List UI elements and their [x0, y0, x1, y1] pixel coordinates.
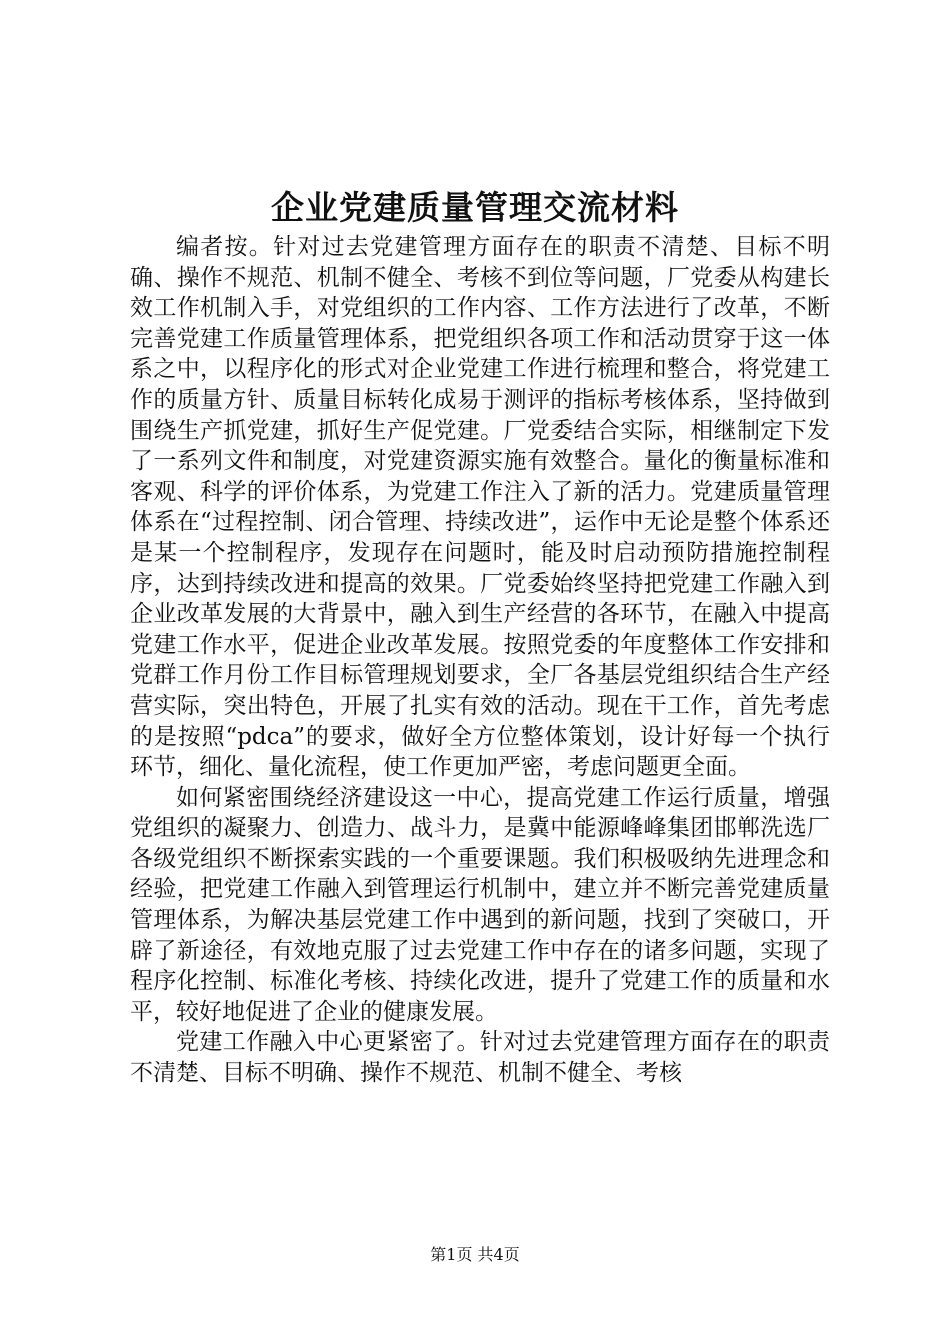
document-title: 企业党建质量管理交流材料 [271, 188, 679, 227]
page-number-footer: 第1页 共4页 [430, 1245, 520, 1264]
paragraph-section-start: 党建工作融入中心更紧密了。针对过去党建管理方面存在的职责不清楚、目标不明确、操作不规范、机制不健全、考核 [130, 1029, 830, 1087]
paragraph-intro: 如何紧密围绕经济建设这一中心，提高党建工作运行质量，增强党组织的凝聚力、创造力、战斗力，是冀中能源峰峰集团邯郸洗选厂各级党组织不断探索实践的一个重要课题。我们积极吸纳先进理念和经验，把党建工作融入到管理运行机制中，建立并不断完善党建质量管理体系，为解决基层党建工作中遇到的新问题，找到了突破口，开辟了新途径，有效地克服了过去党建工作中存在的诸多问题，实现了程序化控制、标准化考核、持续化改进，提升了党建工作的质量和水平，较好地促进了企业的健康发展。 [130, 784, 830, 1025]
document-body [130, 232, 830, 1089]
paragraph-editor-note: 编者按。针对过去党建管理方面存在的职责不清楚、目标不明确、操作不规范、机制不健全、考核不到位等问题，厂党委从构建长效工作机制入手，对党组织的工作内容、工作方法进行了改革，不断完善党建工作质量管理体系，把党组织各项工作和活动贯穿于这一体系之中，以程序化的形式对企业党建工作进行梳理和整合，将党建工作的质量方针、质量目标转化成易于测评的指标考核体系，坚持做到围绕生产抓党建，抓好生产促党建。厂党委结合实际，相继制定下发了一系列文件和制度，对党建资源实施有效整合。量化的衡量标准和客观、科学的评价体系，为党建工作注入了新的活力。党建质量管理体系在“过程控制、闭合管理、持续改进”，运作中无论是整个体系还是某一个控制程序，发现存在问题时，能及时启动预防措施控制程序，达到持续改进和提高的效果。厂党委始终坚持把党建工作融入到企业改革发展的大背景中，融入到生产经营的各环节，在融入中提高党建工作水平，促进企业改革发展。按照党委的年度整体工作安排和党群工作月份工作目标管理规划要求，全厂各基层党组织结合生产经营实际，突出特色，开展了扎实有效的活动。现在干工作，首先考虑的是按照“pdca”的要求，做好全方位整体策划，设计好每一个执行环节，细化、量化流程，使工作更加严密，考虑问题更全面。 [130, 234, 830, 781]
